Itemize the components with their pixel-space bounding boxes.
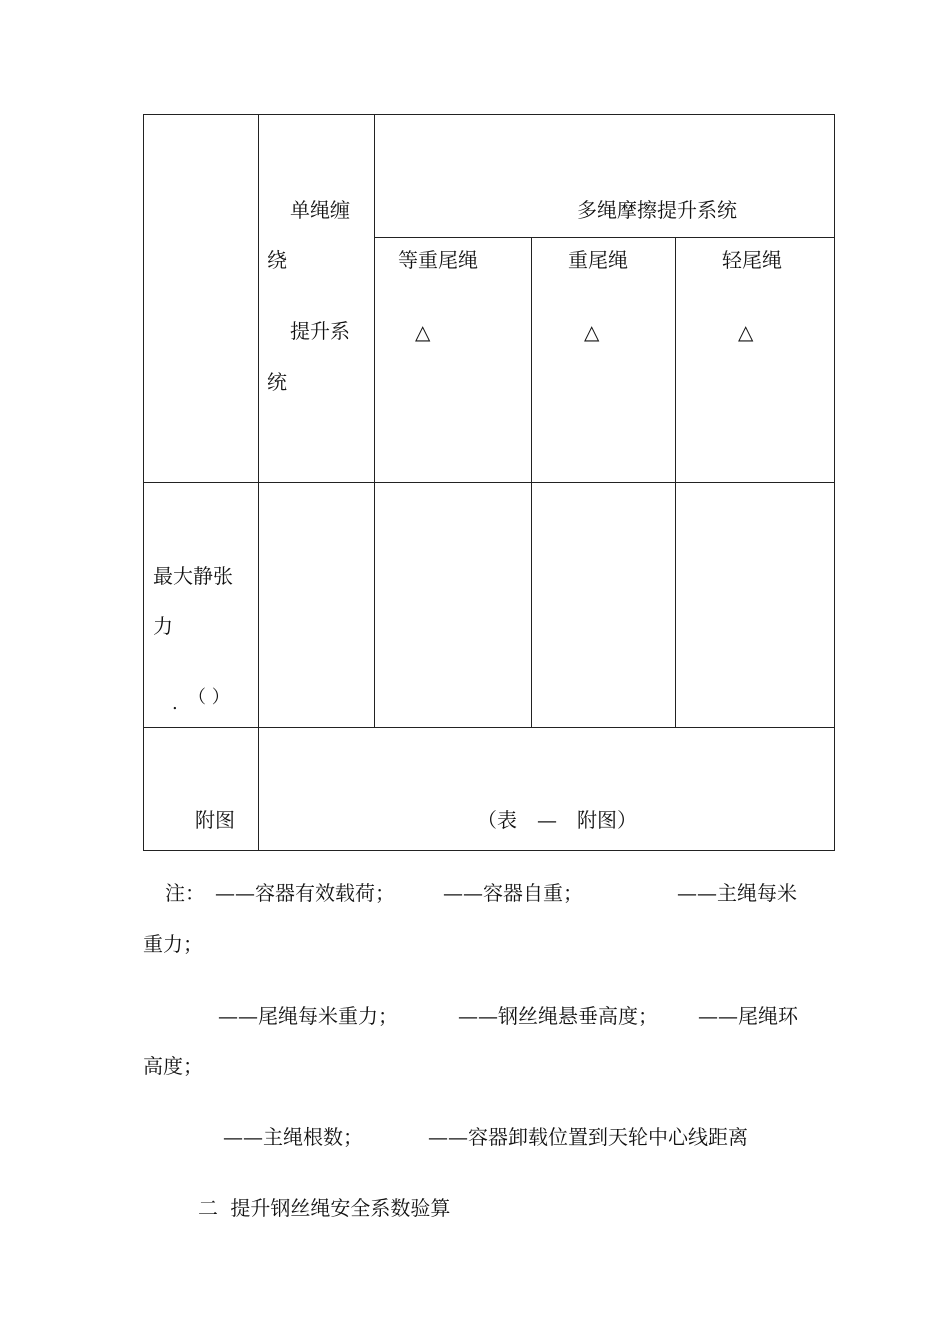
row-label-unit-parens: （ ） (188, 687, 230, 708)
figure-row-label: 附图 (195, 808, 235, 832)
single-rope-label-line1: 单绳缠 (290, 198, 350, 222)
note-container-self-weight: ——容器自重； (443, 881, 583, 905)
row-label-max-static-tension-line1: 最大静张 (153, 564, 233, 588)
table-bottom-border (143, 850, 835, 851)
table-right-border (834, 114, 835, 850)
triangle-symbol: △ (415, 320, 431, 344)
note-tail-rope-weight: ——尾绳每米重力； (218, 1004, 398, 1028)
figure-caption: （表 — 附图） (477, 808, 637, 832)
table-left-border (143, 114, 144, 850)
table-top-border (143, 114, 835, 115)
row-label-max-static-tension-line2: 力 (153, 614, 173, 638)
note-container-payload: ——容器有效载荷； (215, 881, 395, 905)
multi-rope-header-divider (374, 237, 835, 238)
note-tail-loop-cont: 高度； (143, 1054, 203, 1078)
section-heading: 二 提升钢丝绳安全系数验算 (198, 1196, 451, 1220)
header-bottom-border (143, 482, 835, 483)
sub-header-heavy-tail-rope: 重尾绳 (568, 248, 628, 272)
col2-divider (374, 114, 375, 727)
note-unload-distance: ——容器卸载位置到天轮中心线距离 (428, 1125, 748, 1149)
note-main-rope-count: ——主绳根数； (223, 1125, 363, 1149)
notes-prefix: 注： (165, 881, 205, 905)
sub-header-equal-tail-rope: 等重尾绳 (398, 248, 478, 272)
note-main-rope-weight: ——主绳每米 (677, 881, 797, 905)
col1-divider (258, 114, 259, 850)
triangle-symbol: △ (738, 320, 754, 344)
note-tail-loop: ——尾绳环 (698, 1004, 798, 1028)
single-rope-label-line4: 统 (267, 370, 287, 394)
note-rope-hanging-height: ——钢丝绳悬垂高度； (458, 1004, 658, 1028)
col4-divider (675, 237, 676, 727)
row-label-dot: . (172, 693, 178, 714)
multi-rope-header: 多绳摩擦提升系统 (577, 198, 737, 222)
col3-divider (531, 237, 532, 727)
data-row-bottom-border (143, 727, 835, 728)
single-rope-label-line2: 绕 (267, 248, 287, 272)
sub-header-light-tail-rope: 轻尾绳 (722, 248, 782, 272)
triangle-symbol: △ (584, 320, 600, 344)
note-main-rope-weight-cont: 重力； (143, 932, 203, 956)
single-rope-label-line3: 提升系 (290, 319, 350, 343)
